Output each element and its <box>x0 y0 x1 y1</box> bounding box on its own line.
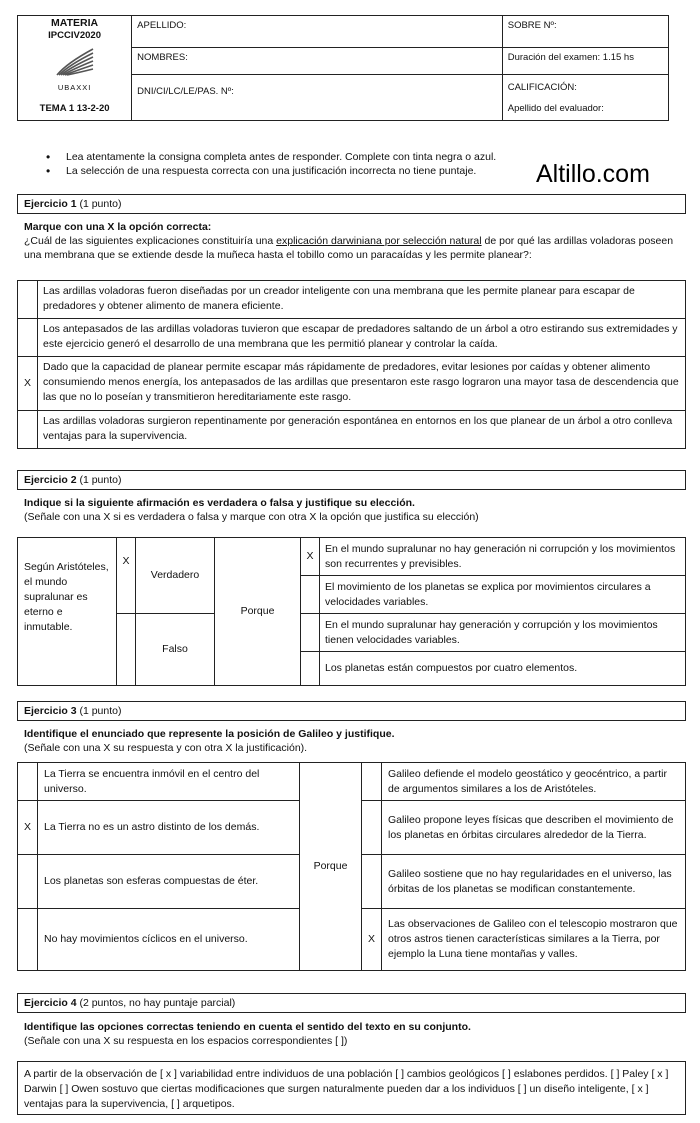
ej3-justification-mark[interactable]: X <box>362 909 382 971</box>
ej2-instructions <box>24 496 684 524</box>
ej1-option-mark[interactable] <box>18 411 38 449</box>
ej2-instruction: Indique si la siguiente afirmación es verdadera o falsa y justifique su elección. <box>24 497 415 509</box>
ej3-justification-text: Galileo propone leyes físicas que describen el movimiento de los planetas en órbitas circulares alrededor de la Tierra. <box>382 801 686 855</box>
ej2-verdadero-mark[interactable]: X <box>117 538 136 614</box>
dni-field[interactable]: DNI/CI/LC/LE/PAS. Nº: <box>132 75 503 121</box>
ej2-option-mark[interactable] <box>301 576 320 614</box>
ej3-statement-text: La Tierra no es un astro distinto de los demás. <box>38 801 300 855</box>
ej3-statement-text: La Tierra se encuentra inmóvil en el centro del universo. <box>38 763 300 801</box>
ej3-subinstruction: (Señale con una X su respuesta y con otra X la justificación). <box>24 742 308 754</box>
header-subject-cell <box>18 16 132 121</box>
ej2-option-text: El movimiento de los planetas se explica por movimientos circulares a velocidades variables. <box>320 576 686 614</box>
ej2-table <box>17 537 686 686</box>
ej3-justification-text: Las observaciones de Galileo con el telescopio mostraron que otros astros tienen características similares a la Tierra, por ejemplo la Luna tiene montañas y valles. <box>382 909 686 971</box>
ej1-instructions <box>24 220 684 262</box>
evaluador-label: Apellido del evaluador: <box>507 103 604 115</box>
ej2-falso-mark[interactable] <box>117 614 136 686</box>
subject-label: MATERIA <box>51 17 99 29</box>
ej1-option-text: Dado que la capacidad de planear permite escapar más rápidamente de predadores, evitar lesiones por caídas y obtener alimento consumiendo menos energía, los antepasados de las ardillas que presentaron este rasgo lograron una mayor tasa de descendencia que las que no lo poseían y transmitieron hereditariamente este rasgo. <box>38 357 686 411</box>
ej2-falso-label: Falso <box>136 614 215 686</box>
ej2-verdadero-label: Verdadero <box>136 538 215 614</box>
ej1-option-mark[interactable] <box>18 319 38 357</box>
ej3-justification-mark[interactable] <box>362 801 382 855</box>
ej3-statement-mark[interactable] <box>18 763 38 801</box>
ej1-option-mark[interactable] <box>18 281 38 319</box>
exam-header <box>17 15 669 121</box>
ej1-option-text: Las ardillas voladoras surgieron repentinamente por generación espontánea en entornos en los que planear de un árbol a otro conlleva ventajas para la supervivencia. <box>38 411 686 449</box>
ej2-subinstruction: (Señale con una X si es verdadera o falsa y marque con otra X la opción que justifica su elección) <box>24 511 479 523</box>
ej3-statement-mark[interactable] <box>18 909 38 971</box>
ej3-instructions <box>24 727 684 755</box>
ej4-subinstruction: (Señale con una X su respuesta en los espacios correspondientes [ ]) <box>24 1035 348 1047</box>
duracion-label: Duración del examen: 1.15 hs <box>502 48 668 75</box>
ej2-option-mark[interactable] <box>301 614 320 652</box>
ej2-title: Ejercicio 2 (1 punto) <box>17 470 686 490</box>
ej4-answer-text[interactable]: A partir de la observación de [ x ] variabilidad entre individuos de una población [ ] cambios geológicos [ ] eslabones perdidos. [ ] Paley [ x ] Darwin [ ] Owen sostuvo que ciertas modificaciones que surgen naturalmente pueden dar a los individuos [ ] un diseño inteligente, [ x ] ventajas para la supervivencia, [ ] arquetipos. <box>17 1061 686 1115</box>
ej1-instruction: Marque con una X la opción correcta: <box>24 221 212 233</box>
ej2-porque-label: Porque <box>215 538 301 686</box>
ej1-option-text: Los antepasados de las ardillas voladoras tuvieron que escapar de predadores saltando de un árbol a otro estirando sus extremidades y este ejercicio generó el desarrollo de una membrana que les permitió planear y controlar la caída. <box>38 319 686 357</box>
ej2-option-text: En el mundo supralunar hay generación y corrupción y los movimientos tienen velocidades variables. <box>320 614 686 652</box>
ej1-question: ¿Cuál de las siguientes explicaciones constituiría una explicación darwiniana por selección natural de por qué las ardillas voladoras poseen una membrana que se extiende desde la muñeca hasta el tobillo como un paracaídas y les permite planear?: <box>24 235 674 261</box>
ej3-justification-text: Galileo sostiene que no hay regularidades en el universo, las órbitas de los planetas se modifican constantemente. <box>382 855 686 909</box>
ej1-title: Ejercicio 1 (1 punto) <box>17 194 686 214</box>
ej2-option-mark[interactable]: X <box>301 538 320 576</box>
ej1-options-table <box>17 280 686 449</box>
ej4-instruction: Identifique las opciones correctas teniendo en cuenta el sentido del texto en su conjunto. <box>24 1021 471 1033</box>
ej2-option-mark[interactable] <box>301 652 320 686</box>
instruction-item: • Lea atentamente la consigna completa antes de responder. Complete con tinta negra o azul. <box>46 150 666 164</box>
ej2-option-text: Los planetas están compuestos por cuatro elementos. <box>320 652 686 686</box>
ej3-table <box>17 762 686 971</box>
ej3-title: Ejercicio 3 (1 punto) <box>17 701 686 721</box>
ej4-instructions <box>24 1020 684 1048</box>
subject-code: IPCCIV2020 <box>48 29 101 41</box>
ej3-instruction: Identifique el enunciado que represente la posición de Galileo y justifique. <box>24 728 395 740</box>
tema-label: TEMA 1 13-2-20 <box>39 102 110 114</box>
uba-text: UBAXXI <box>57 83 92 93</box>
nombres-field[interactable]: NOMBRES: <box>132 48 503 75</box>
ej1-option-text: Las ardillas voladoras fueron diseñadas por un creador inteligente con una membrana que les permite planear para escapar de predadores y obtener alimento de manera eficiente. <box>38 281 686 319</box>
ej3-statement-mark[interactable]: X <box>18 801 38 855</box>
instruction-item: • La selección de una respuesta correcta con una justificación incorrecta no tiene puntaje. <box>46 164 666 178</box>
ej3-justification-mark[interactable] <box>362 855 382 909</box>
ej3-statement-mark[interactable] <box>18 855 38 909</box>
calificacion-cell[interactable] <box>502 75 668 121</box>
apellido-field[interactable]: APELLIDO: <box>132 16 503 48</box>
uba-logo-icon <box>53 45 97 77</box>
ej3-justification-text: Galileo defiende el modelo geostático y geocéntrico, a partir de argumentos similares a los de Aristóteles. <box>382 763 686 801</box>
watermark: Altillo.com <box>536 160 650 188</box>
ej3-statement-text: Los planetas son esferas compuestas de éter. <box>38 855 300 909</box>
sobre-field[interactable]: SOBRE Nº: <box>502 16 668 48</box>
ej2-option-text: En el mundo supralunar no hay generación ni corrupción y los movimientos son recurrentes y previsibles. <box>320 538 686 576</box>
calificacion-label: CALIFICACIÓN: <box>507 82 577 93</box>
ej4-title: Ejercicio 4 (2 puntos, no hay puntaje parcial) <box>17 993 686 1013</box>
ej3-porque-label: Porque <box>300 763 362 971</box>
ej3-justification-mark[interactable] <box>362 763 382 801</box>
ej1-option-mark[interactable]: X <box>18 357 38 411</box>
ej2-statement: Según Aristóteles, el mundo supralunar es eterno e inmutable. <box>18 538 117 686</box>
ej3-statement-text: No hay movimientos cíclicos en el universo. <box>38 909 300 971</box>
